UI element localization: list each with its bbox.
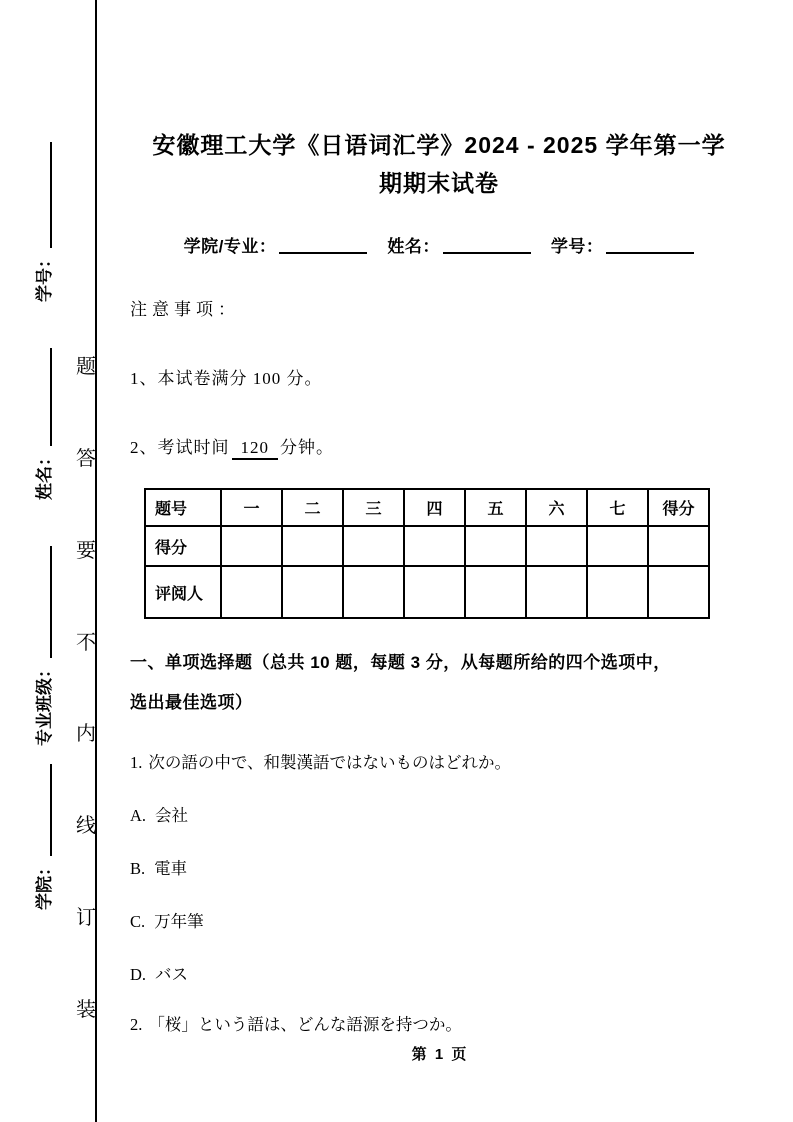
score-table (144, 488, 710, 619)
score-table-score-row (145, 526, 709, 566)
note2-exam-duration: 120 (232, 438, 279, 460)
question-2-number: 2. (130, 1015, 143, 1034)
option-b-label: B. (130, 859, 146, 878)
binding-char: 线 (76, 815, 96, 838)
score-row-label: 得分 (145, 526, 221, 566)
student-id-blank (606, 238, 694, 254)
option-a-label: A. (130, 806, 147, 825)
score-cell (343, 526, 404, 566)
section-1-heading (130, 643, 748, 723)
college-major-blank (279, 238, 367, 254)
binding-char: 订 (76, 907, 96, 930)
margin-student-id-label: 学号： (35, 251, 54, 302)
score-table-header-cell: 三 (343, 489, 404, 526)
question-1-option-d (130, 961, 748, 985)
score-table-header-cell: 二 (282, 489, 343, 526)
margin-field-major-class (30, 534, 54, 746)
margin-major-class-blank (38, 546, 52, 658)
reviewer-cell (404, 566, 465, 618)
binding-char: 要 (76, 539, 96, 562)
page-footer: 第 1 页 (411, 1046, 469, 1063)
option-a-text: 会社 (155, 806, 189, 825)
margin-college-label: 学院： (35, 859, 54, 910)
score-cell (221, 526, 282, 566)
reviewer-cell (282, 566, 343, 618)
reviewer-cell (465, 566, 526, 618)
binding-char: 不 (76, 631, 96, 654)
score-table-header-cell: 一 (221, 489, 282, 526)
score-table-header-cell: 五 (465, 489, 526, 526)
margin-name-label: 姓名： (35, 449, 54, 500)
score-cell (404, 526, 465, 566)
margin-field-student-id (30, 130, 54, 302)
note2-suffix: 分钟。 (280, 438, 334, 457)
reviewer-row-label: 评阅人 (145, 566, 221, 618)
score-cell (282, 526, 343, 566)
margin-name-blank (38, 348, 52, 446)
section-1-heading-line-1: 一、单项选择题（总共 10 题，每题 3 分，从每题所给的四个选项中， (130, 653, 671, 672)
main-content (97, 0, 793, 1122)
score-cell (587, 526, 648, 566)
binding-char: 答 (76, 447, 96, 470)
score-table-reviewer-row (145, 566, 709, 618)
section-1-heading-line-2: 选出最佳选项） (130, 693, 253, 712)
score-table-header-cell: 六 (526, 489, 587, 526)
binding-instruction-column (73, 350, 99, 1022)
score-cell (648, 526, 709, 566)
question-1-option-a (130, 802, 748, 826)
binding-char: 装 (76, 998, 96, 1021)
note2-prefix: 2、考试时间 (130, 438, 230, 457)
option-c-label: C. (130, 912, 146, 931)
question-1-number: 1. (130, 753, 143, 772)
score-table-header-cell: 题号 (145, 489, 221, 526)
note-item-1: 1、本试卷满分 100 分。 (130, 369, 323, 388)
binding-char: 内 (76, 723, 96, 746)
score-cell (526, 526, 587, 566)
score-cell (465, 526, 526, 566)
margin-major-class-label: 专业班级： (35, 661, 54, 746)
question-1-option-b (130, 855, 748, 879)
student-info-row (130, 232, 748, 257)
question-1-text: 次の語の中で、和製漢語ではないものはどれか。 (148, 753, 512, 772)
option-d-label: D. (130, 965, 147, 984)
college-major-label: 学院/专业： (183, 237, 277, 256)
binding-char: 题 (76, 356, 96, 378)
question-2 (130, 1011, 748, 1035)
name-blank (443, 238, 531, 254)
question-1-option-c (130, 908, 748, 932)
margin-field-name (30, 338, 54, 500)
page-title (130, 126, 748, 202)
margin-student-id-blank (38, 142, 52, 248)
option-b-text: 電車 (154, 859, 188, 878)
student-id-label: 学号： (550, 237, 604, 256)
score-table-header-cell: 得分 (648, 489, 709, 526)
option-c-text: 万年筆 (154, 912, 204, 931)
reviewer-cell (587, 566, 648, 618)
name-label: 姓名： (387, 237, 440, 256)
score-table-header-cell: 四 (404, 489, 465, 526)
margin-college-blank (38, 764, 52, 856)
reviewer-cell (343, 566, 404, 618)
page-title-line-1: 安徽理工大学《日语词汇学》2024 - 2025 学年第一学 (152, 132, 726, 158)
note-item-2 (130, 433, 748, 458)
reviewer-cell (221, 566, 282, 618)
question-1 (130, 749, 748, 773)
reviewer-cell (526, 566, 587, 618)
score-table-header-cell: 七 (587, 489, 648, 526)
option-d-text: バス (155, 965, 189, 984)
score-table-header-row (145, 489, 709, 526)
reviewer-cell (648, 566, 709, 618)
page-title-line-2: 期期末试卷 (379, 170, 499, 196)
margin-field-college (30, 754, 54, 910)
question-2-text: 「桜」という語は、どんな語源を持つか。 (148, 1015, 462, 1034)
notice-heading: 注意事项： (130, 300, 240, 319)
